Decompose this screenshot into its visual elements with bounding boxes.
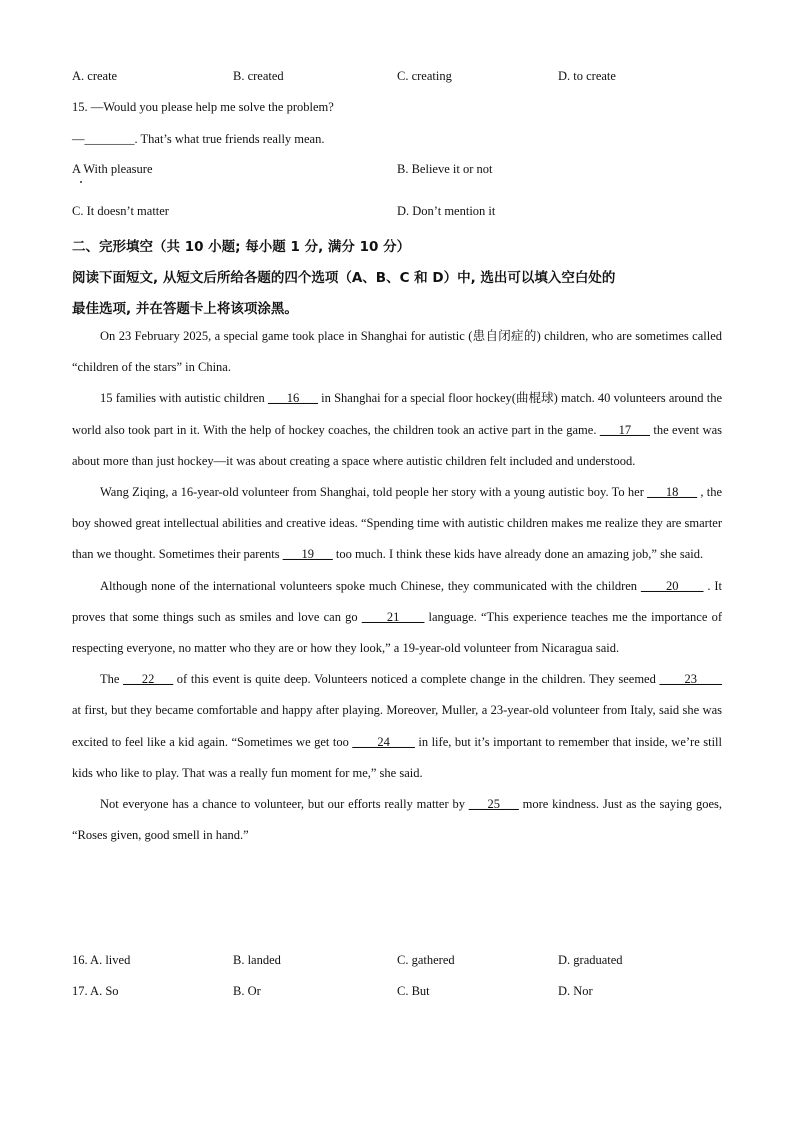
text: too much. I think these kids have already done an amazing job,” she said. <box>332 547 704 562</box>
q15-stem: 15. —Would you please help me solve the problem? <box>72 100 334 114</box>
q17-option-c[interactable]: C. But <box>397 984 430 998</box>
q17-options <box>72 984 732 1002</box>
q14-option-d[interactable]: D. to create <box>558 69 616 83</box>
text: . It proves that some things such as smiles and love can go <box>72 578 722 624</box>
q16-option-c[interactable]: C. gathered <box>397 953 455 967</box>
text: of this event is quite deep. Volunteers noticed a complete change in the children. They seemed <box>173 672 660 687</box>
text: , the boy showed great intellectual abilities and creative ideas. “Spending time with autistic children makes me realize they are smarter than we thought. Sometimes their parents <box>72 485 722 562</box>
blank-24[interactable]: ____24____ <box>352 734 415 749</box>
q14-option-c[interactable]: C. creating <box>397 69 452 83</box>
passage-paragraph-6 <box>72 789 722 851</box>
q15-option-b[interactable]: B. Believe it or not <box>397 162 493 176</box>
text: the event was about more than just hockey—it was about creating a space where autistic children felt included and understood. <box>72 422 722 468</box>
text: language. “This experience teaches me the importance of respecting everyone, no matter who they are or how they look,” a 19-year-old volunteer from Nicaragua said. <box>72 609 722 656</box>
blank-23[interactable]: ____23____ <box>659 672 723 687</box>
q17-option-b[interactable]: B. Or <box>233 984 261 998</box>
section2-heading: 二、完形填空（共 10 小题; 每小题 1 分, 满分 10 分） <box>72 239 411 255</box>
q14-option-a[interactable]: A. create <box>72 69 118 83</box>
section2-instruction-line1: 阅读下面短文, 从短文后所给各题的四个选项（A、B、C 和 D）中, 选出可以填入空白处的 <box>72 270 616 286</box>
passage-paragraph-4 <box>72 571 722 665</box>
q16-option-b[interactable]: B. landed <box>233 953 281 967</box>
q16-option-a[interactable]: 16. A. lived <box>72 953 131 967</box>
blank-25[interactable]: ___25___ <box>468 797 519 812</box>
q15-option-d[interactable]: D. Don’t mention it <box>397 204 496 218</box>
blank-16[interactable]: ___16___ <box>267 391 318 406</box>
passage-paragraph-2 <box>72 383 722 477</box>
text: in life, but it’s important to remember that inside, we’re still kids who like to play. That was a really fun moment for me,” she said. <box>72 734 722 780</box>
text: Although none of the international volunteers spoke much Chinese, they communicated with the children <box>100 578 641 593</box>
text: Wang Ziqing, a 16-year-old volunteer from Shanghai, told people her story with a young autistic boy. To her <box>100 485 648 500</box>
q15-reply: —________. That’s what true friends really mean. <box>72 132 325 146</box>
text: Not everyone has a chance to volunteer, but our efforts really matter by <box>100 797 469 812</box>
q16-options <box>72 953 732 971</box>
q16-option-d[interactable]: D. graduated <box>558 953 623 967</box>
passage-paragraph-5 <box>72 664 722 789</box>
blank-22[interactable]: ___22___ <box>123 672 174 687</box>
blank-21[interactable]: ____21____ <box>361 609 425 624</box>
blank-19[interactable]: ___19___ <box>282 547 333 562</box>
passage-paragraph-1: On 23 February 2025, a special game took place in Shanghai for autistic (患自闭症的) children, who are sometimes called “children of the stars” in China. <box>72 329 722 375</box>
text: in Shanghai for a special floor hockey(曲棍球) match. 40 volunteers around the world also took part in it. With the help of hockey coaches, the children took an active part in the game. <box>72 391 722 437</box>
passage-paragraph-3 <box>72 477 722 571</box>
q14-option-b[interactable]: B. created <box>233 69 284 83</box>
text: The <box>100 672 124 687</box>
bullet-dot <box>80 181 82 183</box>
q17-option-d[interactable]: D. Nor <box>558 984 593 998</box>
q15-options-row1 <box>72 162 732 180</box>
q14-options <box>72 69 732 87</box>
text: at first, but they became comfortable and happy after playing. Moreover, Muller, a 23-year-old volunteer from Italy, said she was excited to feel like a kid again. “Sometimes we get too <box>72 703 722 749</box>
q15-option-a[interactable]: A With pleasure <box>72 162 153 176</box>
blank-18[interactable]: ___18___ <box>647 485 698 500</box>
blank-17[interactable]: ___17___ <box>599 422 650 437</box>
section2-instruction-line2: 最佳选项, 并在答题卡上将该项涂黑。 <box>72 301 298 317</box>
text: 15 families with autistic children <box>100 391 268 406</box>
q15-options-row2 <box>72 204 732 222</box>
cloze-passage <box>72 321 722 851</box>
q17-option-a[interactable]: 17. A. So <box>72 984 119 998</box>
text: more kindness. Just as the saying goes, “Roses given, good smell in hand.” <box>72 797 722 843</box>
q15-option-c[interactable]: C. It doesn’t matter <box>72 204 169 218</box>
blank-20[interactable]: ____20____ <box>640 578 704 593</box>
